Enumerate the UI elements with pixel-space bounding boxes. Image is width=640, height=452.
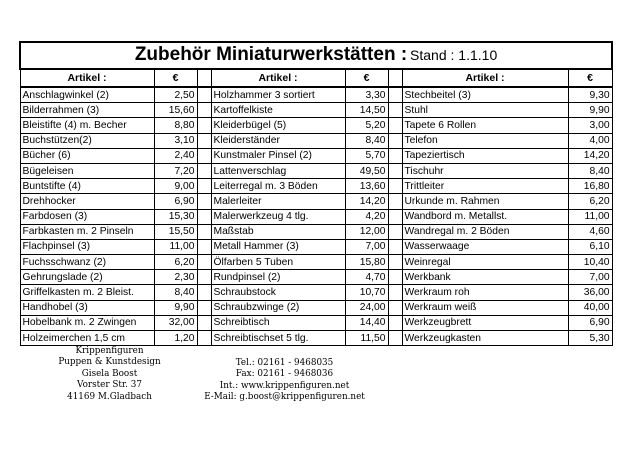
header-artikel-2: Artikel : (211, 69, 345, 87)
item-price: 11,00 (154, 239, 197, 254)
column-gap (388, 179, 402, 194)
item-price: 6,10 (568, 239, 612, 254)
item-name: Flachpinsel (3) (20, 239, 154, 254)
item-price: 8,40 (568, 163, 612, 178)
column-gap (197, 194, 211, 209)
item-price: 10,70 (345, 285, 388, 300)
price-table (19, 41, 613, 346)
table-row (20, 224, 612, 239)
table-row (20, 300, 612, 315)
column-gap (388, 103, 402, 118)
item-name: Bleistifte (4) m. Becher (20, 118, 154, 133)
item-price: 14,40 (345, 315, 388, 330)
column-gap (388, 87, 402, 103)
item-name: Holzeimerchen 1,5 cm (20, 331, 154, 346)
item-name: Farbdosen (3) (20, 209, 154, 224)
item-name: Tischuhr (402, 163, 568, 178)
header-price-2: € (345, 69, 388, 87)
column-gap (197, 163, 211, 178)
item-name: Wasserwaage (402, 239, 568, 254)
item-name: Stuhl (402, 103, 568, 118)
item-price: 32,00 (154, 315, 197, 330)
table-row (20, 118, 612, 133)
column-gap (197, 315, 211, 330)
item-price: 2,50 (154, 87, 197, 103)
item-price: 6,20 (154, 255, 197, 270)
table-row (20, 239, 612, 254)
header-price-1: € (154, 69, 197, 87)
item-name: Fuchsschwanz (2) (20, 255, 154, 270)
column-gap (388, 118, 402, 133)
table-row (20, 270, 612, 285)
item-name: Bilderrahmen (3) (20, 103, 154, 118)
item-price: 5,30 (568, 331, 612, 346)
address-line: Vorster Str. 37 (77, 380, 142, 391)
item-name: Weinregal (402, 255, 568, 270)
item-price: 1,20 (154, 331, 197, 346)
column-gap (197, 224, 211, 239)
item-price: 6,90 (568, 315, 612, 330)
item-price: 11,50 (345, 331, 388, 346)
address-line: 41169 M.Gladbach (67, 391, 152, 402)
item-name: Handhobel (3) (20, 300, 154, 315)
item-name: Ölfarben 5 Tuben (211, 255, 345, 270)
title-stand: Stand : 1.1.10 (410, 46, 498, 63)
item-name: Gehrungslade (2) (20, 270, 154, 285)
item-name: Werkbank (402, 270, 568, 285)
item-name: Kleiderbügel (5) (211, 118, 345, 133)
item-name: Wandregal m. 2 Böden (402, 224, 568, 239)
item-price: 7,20 (154, 163, 197, 178)
column-gap (388, 270, 402, 285)
title-main: Zubehör Miniaturwerkstätten : (134, 43, 408, 65)
price-list-sheet (19, 41, 611, 346)
item-price: 4,20 (345, 209, 388, 224)
column-gap (388, 133, 402, 148)
column-gap (388, 224, 402, 239)
item-price: 36,00 (568, 285, 612, 300)
column-gap (388, 315, 402, 330)
item-name: Metall Hammer (3) (211, 239, 345, 254)
item-name: Kleiderständer (211, 133, 345, 148)
column-gap (197, 209, 211, 224)
column-gap (197, 331, 211, 346)
contact-phone: Tel.: 02161 - 9468035 (235, 358, 334, 368)
address-line: Krippenfiguren (75, 346, 144, 356)
column-gap (197, 179, 211, 194)
item-name: Kunstmaler Pinsel (2) (211, 148, 345, 163)
footer (0, 346, 640, 446)
item-price: 49,50 (345, 163, 388, 178)
column-gap (197, 69, 211, 87)
item-price: 14,20 (345, 194, 388, 209)
item-name: Schreibtischset 5 tlg. (211, 331, 345, 346)
item-name: Wandbord m. Metallst. (402, 209, 568, 224)
item-name: Werkzeugbrett (402, 315, 568, 330)
item-name: Hobelbank m. 2 Zwingen (20, 315, 154, 330)
column-gap (388, 69, 402, 87)
column-gap (197, 255, 211, 270)
table-row (20, 179, 612, 194)
contact-website: Int.: www.krippenfiguren.net (219, 380, 350, 391)
item-price: 16,80 (568, 179, 612, 194)
item-name: Telefon (402, 133, 568, 148)
item-price: 3,10 (154, 133, 197, 148)
item-name: Griffelkasten m. 2 Bleist. (20, 285, 154, 300)
item-price: 6,20 (568, 194, 612, 209)
table-row (20, 331, 612, 346)
table-row (20, 133, 612, 148)
item-price: 24,00 (345, 300, 388, 315)
footer-address (42, 346, 177, 403)
item-price: 14,20 (568, 148, 612, 163)
column-gap (388, 148, 402, 163)
item-name: Tapeziertisch (402, 148, 568, 163)
contact-email: E-Mail: g.boost@krippenfiguren.net (204, 392, 365, 403)
item-name: Holzhammer 3 sortiert (211, 87, 345, 103)
item-name: Werkraum roh (402, 285, 568, 300)
item-price: 4,60 (568, 224, 612, 239)
address-line: Puppen & Kunstdesign (58, 357, 161, 368)
item-name: Buchstützen(2) (20, 133, 154, 148)
item-name: Werkzeugkasten (402, 331, 568, 346)
column-gap (197, 148, 211, 163)
item-price: 2,40 (154, 148, 197, 163)
item-name: Drehhocker (20, 194, 154, 209)
column-gap (388, 209, 402, 224)
column-gap (388, 194, 402, 209)
table-row (20, 148, 612, 163)
item-name: Lattenverschlag (211, 163, 345, 178)
table-row (20, 194, 612, 209)
column-gap (197, 87, 211, 103)
item-price: 9,30 (568, 87, 612, 103)
item-price: 6,90 (154, 194, 197, 209)
item-price: 12,00 (345, 224, 388, 239)
item-price: 7,00 (345, 239, 388, 254)
item-price: 15,30 (154, 209, 197, 224)
item-name: Farbkasten m. 2 Pinseln (20, 224, 154, 239)
item-name: Werkraum weiß (402, 300, 568, 315)
column-gap (197, 285, 211, 300)
column-gap (197, 118, 211, 133)
item-name: Schraubstock (211, 285, 345, 300)
item-price: 4,00 (568, 133, 612, 148)
table-row (20, 87, 612, 103)
item-price: 40,00 (568, 300, 612, 315)
column-gap (388, 300, 402, 315)
item-price: 5,20 (345, 118, 388, 133)
item-price: 9,00 (154, 179, 197, 194)
column-gap (388, 255, 402, 270)
item-price: 5,70 (345, 148, 388, 163)
table-row (20, 103, 612, 118)
item-price: 15,80 (345, 255, 388, 270)
item-name: Rundpinsel (2) (211, 270, 345, 285)
address-line: Gisela Boost (81, 368, 138, 379)
item-name: Tapete 6 Rollen (402, 118, 568, 133)
item-price: 13,60 (345, 179, 388, 194)
column-gap (388, 163, 402, 178)
item-name: Urkunde m. Rahmen (402, 194, 568, 209)
item-name: Kartoffelkiste (211, 103, 345, 118)
item-price: 14,50 (345, 103, 388, 118)
column-gap (388, 285, 402, 300)
title-row (20, 42, 612, 69)
item-price: 8,40 (345, 133, 388, 148)
table-row (20, 255, 612, 270)
item-name: Stechbeitel (3) (402, 87, 568, 103)
item-name: Bücher (6) (20, 148, 154, 163)
table-row (20, 285, 612, 300)
column-gap (388, 239, 402, 254)
item-price: 15,60 (154, 103, 197, 118)
item-name: Malerleiter (211, 194, 345, 209)
item-name: Buntstifte (4) (20, 179, 154, 194)
item-name: Schreibtisch (211, 315, 345, 330)
column-gap (388, 331, 402, 346)
column-gap (197, 300, 211, 315)
header-row (20, 69, 612, 87)
item-price: 8,80 (154, 118, 197, 133)
table-row (20, 163, 612, 178)
item-price: 7,00 (568, 270, 612, 285)
column-gap (197, 270, 211, 285)
table-row (20, 209, 612, 224)
footer-contact (197, 358, 372, 404)
item-name: Malerwerkzeug 4 tlg. (211, 209, 345, 224)
item-price: 10,40 (568, 255, 612, 270)
item-price: 3,30 (345, 87, 388, 103)
column-gap (197, 239, 211, 254)
item-name: Trittleiter (402, 179, 568, 194)
item-price: 9,90 (154, 300, 197, 315)
header-artikel-1: Artikel : (20, 69, 154, 87)
item-price: 3,00 (568, 118, 612, 133)
item-name: Schraubzwinge (2) (211, 300, 345, 315)
item-price: 9,90 (568, 103, 612, 118)
item-name: Maßstab (211, 224, 345, 239)
contact-fax: Fax: 02161 - 9468036 (235, 369, 334, 380)
item-price: 4,70 (345, 270, 388, 285)
item-name: Anschlagwinkel (2) (20, 87, 154, 103)
item-price: 11,00 (568, 209, 612, 224)
item-name: Leiterregal m. 3 Böden (211, 179, 345, 194)
table-title (20, 42, 612, 69)
column-gap (197, 133, 211, 148)
header-price-3: € (568, 69, 612, 87)
item-name: Bügeleisen (20, 163, 154, 178)
item-price: 8,40 (154, 285, 197, 300)
header-artikel-3: Artikel : (402, 69, 568, 87)
column-gap (197, 103, 211, 118)
table-row (20, 315, 612, 330)
item-price: 2,30 (154, 270, 197, 285)
item-price: 15,50 (154, 224, 197, 239)
